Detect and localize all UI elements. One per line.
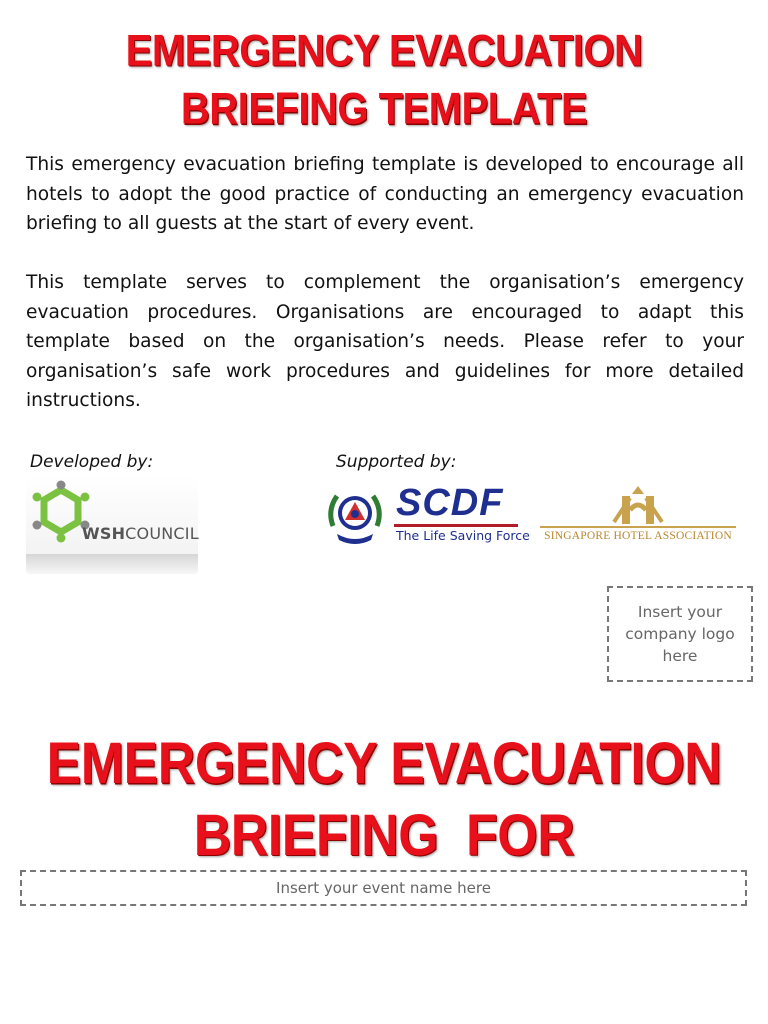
company-logo-placeholder[interactable] (607, 586, 753, 682)
sha-logo (540, 484, 736, 546)
scdf-tagline: The Life Saving Force (396, 528, 530, 543)
developed-by-label: Developed by: (30, 452, 154, 472)
intro-paragraph: This emergency evacuation briefing template is developed to encourage all hotels to adopt the good practice of conducting an emergency evacuation briefing to all guests at the start of every event. (26, 154, 744, 234)
event-name-placeholder[interactable] (20, 870, 747, 906)
supported-by-label: Supported by: (336, 452, 457, 472)
page-title (0, 22, 768, 138)
sha-emblem-icon (610, 484, 666, 526)
usage-paragraph: This template serves to complement the organisation’s emergency evacuation procedures. Organisations are encouraged to adapt this template based on the organisation’s needs. Please refer to your organisation’s safe work procedures and guidelines for more detailed instructions. (26, 272, 744, 411)
wsh-logo-text: WSHCOUNCIL (82, 524, 199, 543)
company-logo-placeholder-text: Insert your company logo here (625, 603, 735, 665)
event-name-placeholder-text: Insert your event name here (276, 879, 491, 897)
title-line2: BRIEFING TEMPLATE (180, 84, 588, 134)
title-line1: EMERGENCY EVACUATION (125, 26, 643, 76)
briefing-title-line1: EMERGENCY EVACUATION (46, 731, 722, 797)
sha-logo-text: SINGAPORE HOTEL ASSOCIATION (544, 530, 732, 542)
scdf-logo-text: SCDF (396, 482, 504, 524)
scdf-logo (394, 482, 530, 548)
wsh-council-logo (26, 476, 198, 576)
scdf-crest-icon (325, 486, 385, 548)
briefing-title (0, 728, 768, 871)
briefing-title-line2: BRIEFING FOR (193, 803, 575, 869)
